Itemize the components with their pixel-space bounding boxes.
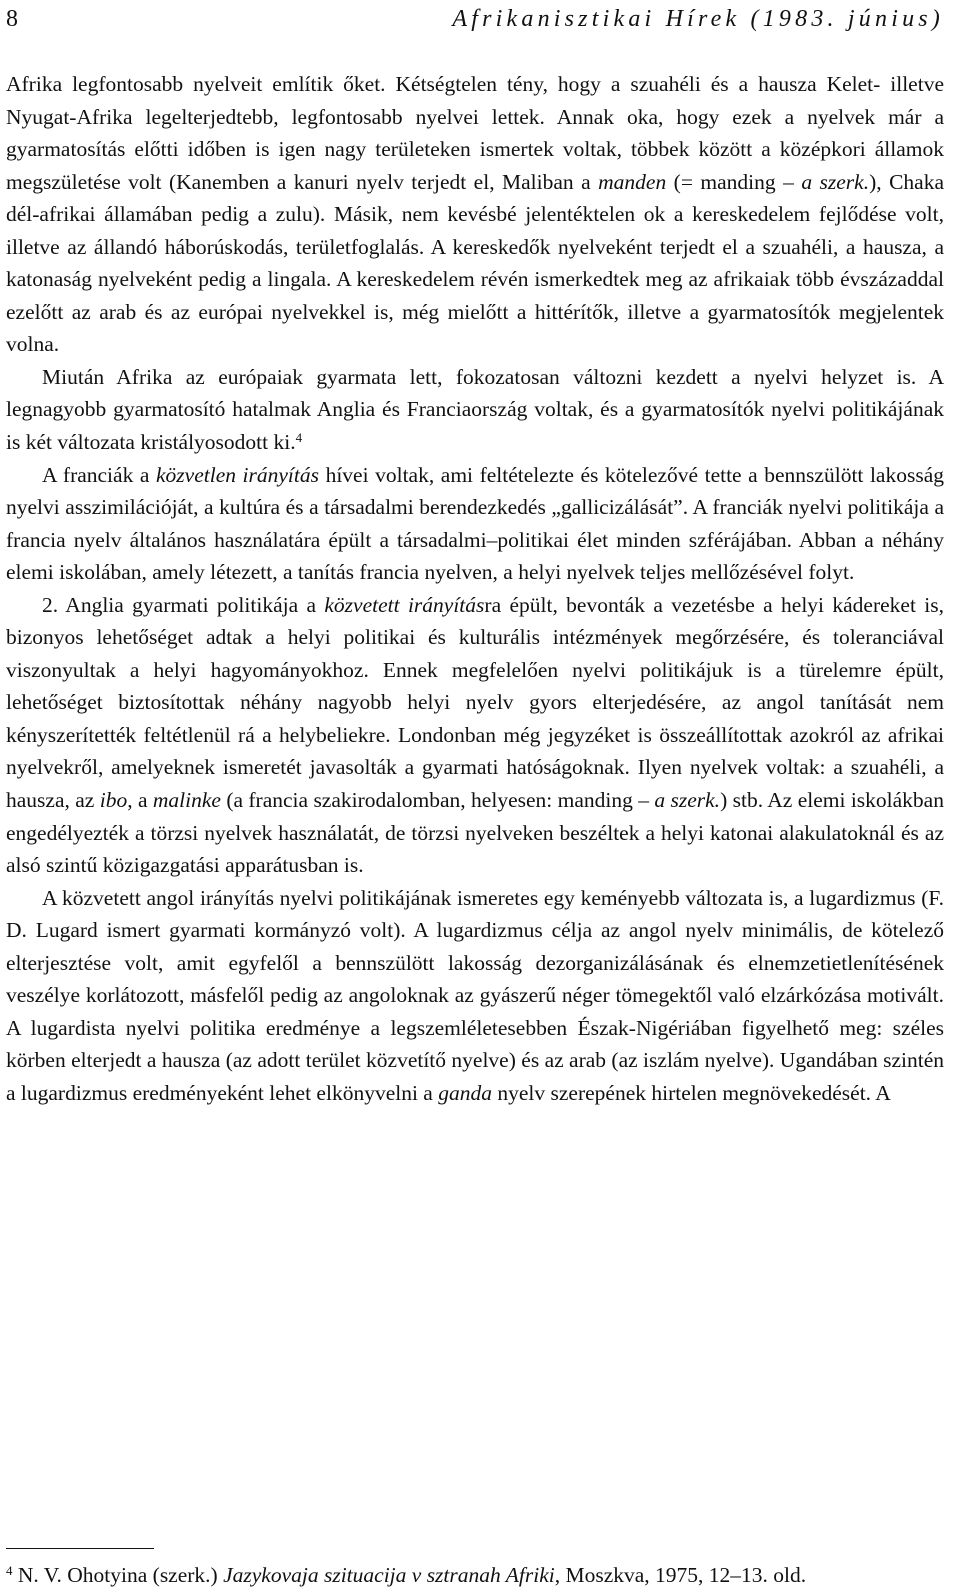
footnote-reference: 4 [295,429,303,445]
text-run: Miután Afrika az európaiak gyarmata lett, fokozatosan változni kezdett a nyelvi helyzet is. A legnagyobb gyarmatosító hatalmak Anglia és Franciaország voltak, és a gyarmatosítók nyelvi politikájának is két változata kristályosodott ki. [6,364,944,455]
page-number: 8 [6,6,18,32]
text-run: A közvetett angol irányítás nyelvi politikájának ismeretes egy keményebb változata is, a lugardizmus (F. D. Lugard ismert gyarmati kormányzó volt). A lugardizmus célja az angol nyelv minimális, de kötelező elterjesztése volt, amit egyfelől a bennszülött lakosság dezorganizálásának és elnemzetietlenítésének veszélye korlátozott, másfelől pedig az angoloknak az gyászerű néger tömegektől való elzárkózása motivált. A lugardista nyelvi politika eredménye a legszemléletesebben Észak-Nigériában figyelhető meg: széles körben elterjedt a hausza (az adott terület közvetítő nyelve) és az arab (az iszlám nyelve). Ugandában szintén a lugardizmus eredményeként lehet elkönyvelni a [6,885,944,1105]
text-run: (= manding – [666,169,802,194]
text-run: (a francia szakirodalomban, helyesen: manding – [220,788,655,813]
text-run: , a [127,788,153,813]
article-body [6,68,944,1110]
text-run: Afrika legfontosabb nyelveit említik őket. Kétségtelen tény, hogy a szuahéli és a hausza Kelet- illetve Nyugat-Afrika legelterjedtebb, legfontosabb nyelvei lettek. Annak oka, hogy ezek a nyelvek már a gyarmatosítás előtti időben is igen nagy területeken ismertek voltak, többek között a középkori államok megszületése volt (Kanemben a kanuri nyelv terjedt el, Maliban a [6,72,944,194]
paragraph [6,459,944,589]
italic-text: közvetlen irányítás [156,462,319,487]
italic-text: Jazykovaja szituacija v sztranah Afriki [223,1563,555,1587]
text-run: ra épült, bevonták a vezetésbe a helyi kádereket is, bizonyos lehetőséget adtak a helyi politikai és kulturális intézmények megőrzésére, és toleranciával viszonyultak a helyi hagyományokhoz. Ennek megfelelően nyelvi politikájuk is a türelemre épült, lehetőséget biztosítottak néhány nagyobb helyi nyelv gyors elterjedésére, az angol tanítását nem kényszerítették feltétlenül rá a helybeliekre. Londonban még jegyzéket is összeállítottak azokról az afrikai nyelvekről, amelyeknek ismeretét javasolták a gyarmati hatóságoknak. Ilyen nyelvek voltak: a szuahéli, a hausza, az [6,592,945,813]
footnote-separator [6,1548,154,1549]
text-run: nyelv szerepének hirtelen megnövekedését. A [491,1080,891,1105]
italic-text: ibo [99,788,128,813]
footnote [6,1560,944,1590]
running-title: Afrikanisztikai Hírek (1983. június) [452,6,944,32]
paragraph [6,361,944,459]
italic-text: a szerk. [654,788,721,813]
paragraph [6,882,944,1110]
paragraph [6,589,944,882]
footnote-marker: 4 [6,1562,13,1578]
text-run: 2. Anglia gyarmati politikája a [42,592,325,617]
italic-text: manden [598,169,667,194]
text-run: , Moszkva, 1975, 12–13. old. [554,1563,807,1587]
text-run: hívei voltak, ami feltételezte és kötelezővé tette a bennszülött lakosság nyelvi asszimilációját, a kultúra és a társadalmi berendezkedés „gallicizálását”. A franciák nyelvi politikája a francia nyelv általános használatára épült a társadalmi–politikai élet minden szférájában. Abban a néhány elemi iskolában, amely létezett, a tanítás francia nyelven, a helyi nyelvek teljes mellőzésével folyt. [6,462,944,585]
paragraph [6,68,944,361]
page-header [6,4,944,34]
italic-text: ganda [438,1080,492,1105]
text-run: ), Chaka dél-afrikai államában pedig a zulu). Másik, nem kevésbé jelentéktelen ok a kereskedelem fejlődése volt, illetve az állandó háborúskodás, területfoglalás. A kereskedők nyelveként terjedt el a szuahéli, a hausza, a katonaság nyelveként pedig a lingala. A kereskedelem révén ismerkedtek meg az afrikaiak több évszázaddal ezelőtt az arab és az európai nyelvekkel is, még mielőtt a hittérítők, illetve a gyarmatosítók megjelentek volna. [6,169,944,357]
italic-text: malinke [152,788,221,813]
italic-text: a szerk. [801,169,870,194]
text-run: A franciák a [42,462,156,487]
text-run: N. V. Ohotyina (szerk.) [12,1563,224,1587]
text-run: ) stb. Az elemi iskolákban engedélyezték a törzsi nyelvek használatát, de törzsi nyelveken beszéltek a helyi katonai alakulatoknál és az alsó szintű közigazgatási apparátusban is. [6,788,944,878]
italic-text: közvetett irányítás [324,592,485,617]
